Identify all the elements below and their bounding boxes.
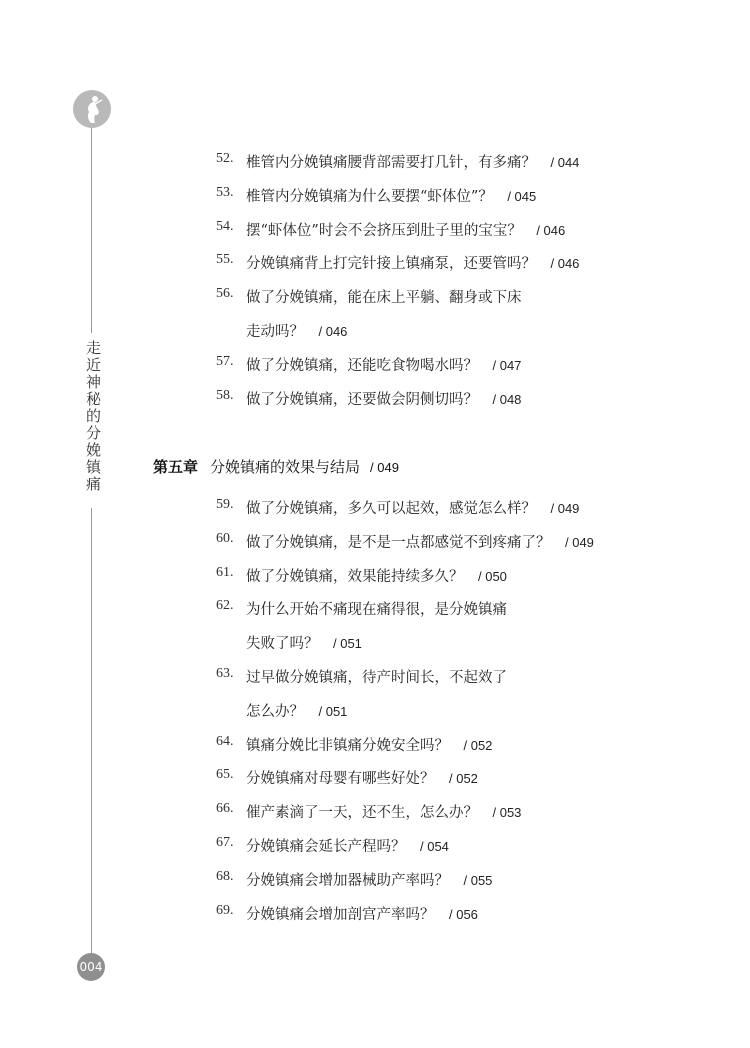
toc-entry-number: 69. <box>216 902 234 918</box>
toc-entry-title: 做了分娩镇痛，多久可以起效，感觉怎么样？ <box>246 501 536 517</box>
toc-entry-number: 64. <box>216 733 234 749</box>
toc-entry-page-ref: / 050 <box>478 568 507 584</box>
toc-entry-page-ref: / 052 <box>463 737 493 753</box>
toc-entry-number: 59. <box>216 497 234 512</box>
chapter-heading <box>153 456 399 477</box>
toc-entry-text <box>246 869 492 890</box>
toc-entry-text <box>246 185 536 206</box>
toc-entry-title: 分娩镇痛会增加器械助产率吗？ <box>246 872 449 889</box>
toc-entry-number: 60. <box>216 530 234 546</box>
toc-entry-title: 镇痛分娩比非镇痛分娩安全吗？ <box>246 737 449 754</box>
toc-entry-page-ref: / 055 <box>463 872 493 888</box>
toc-entry-text <box>246 354 521 375</box>
toc-entry-title: 椎管内分娩镇痛腰背部需要打几针，有多痛？ <box>246 155 536 171</box>
toc-entry-text <box>246 835 449 856</box>
toc-entry-number: 65. <box>216 767 234 783</box>
toc-entry-title: 做了分娩镇痛，是不是一点都感觉不到疼痛了？ <box>246 534 551 551</box>
toc-entry-text <box>246 388 521 409</box>
toc-entry-page-ref: / 045 <box>507 188 537 204</box>
toc-entry-number: 53. <box>216 184 234 200</box>
toc-entry-title: 做了分娩镇痛，还要做会阴侧切吗？ <box>246 391 478 408</box>
toc-entry-number: 61. <box>216 564 234 580</box>
chapter-label: 第五章 <box>153 458 199 476</box>
toc-entry-text <box>246 219 565 240</box>
toc-entry-number: 57. <box>216 353 234 369</box>
toc-entry-page-ref: / 051 <box>318 703 348 719</box>
toc-entry-page-ref: / 049 <box>565 534 594 550</box>
toc-entry-title: 做了分娩镇痛，效果能持续多久？ <box>246 568 464 585</box>
toc-entry-text <box>246 252 579 273</box>
toc-entry-page-ref: / 049 <box>550 501 580 516</box>
toc-entry-text <box>246 767 478 788</box>
toc-entry-title: 分娩镇痛会延长产程吗？ <box>246 839 406 855</box>
toc-entry-text <box>246 497 579 518</box>
toc-entry-page-ref: / 044 <box>550 155 580 170</box>
toc-entry-text <box>246 632 362 653</box>
toc-entry-text <box>246 734 492 755</box>
toc-entry-page-ref: / 056 <box>449 906 478 922</box>
toc-entry-page-ref: / 046 <box>318 324 348 339</box>
toc-entry-text <box>246 801 521 822</box>
toc-entry-number: 52. <box>216 151 234 166</box>
toc-entry-text <box>246 565 507 586</box>
chapter-title: 分娩镇痛的效果与结局 <box>210 458 361 476</box>
toc-entry-page-ref: / 052 <box>449 771 478 787</box>
toc-entry-number: 67. <box>216 835 234 850</box>
pregnant-woman-logo-icon <box>73 90 111 128</box>
toc-entry-page-ref: / 048 <box>492 391 522 407</box>
toc-entry-title-continued: 怎么办？ <box>246 703 304 720</box>
toc-entry-number: 68. <box>216 868 234 884</box>
toc-entry-text <box>246 320 347 341</box>
toc-entry-page-ref: / 054 <box>420 839 449 854</box>
toc-entry-page-ref: / 047 <box>492 357 522 373</box>
toc-entry-title: 为什么开始不痛现在痛得很，是分娩镇痛 <box>246 602 507 619</box>
sidebar-line-bottom <box>91 508 92 953</box>
toc-entry-number: 62. <box>216 598 234 614</box>
toc-entry-title: 做了分娩镇痛，还能吃食物喝水吗？ <box>246 357 478 374</box>
toc-entry-title: 分娩镇痛对母婴有哪些好处？ <box>246 771 435 788</box>
page-number: 004 <box>77 953 105 981</box>
toc-entry-title: 做了分娩镇痛，能在床上平躺、翻身或下床 <box>246 290 522 307</box>
toc-entry-title: 摆“虾体位”时会不会挤压到肚子里的宝宝？ <box>246 222 522 239</box>
toc-entry-text <box>246 666 507 687</box>
toc-entry-title: 催产素滴了一天，还不生，怎么办？ <box>246 805 478 822</box>
toc-entry-text <box>246 903 478 924</box>
toc-entry-title-continued: 走动吗？ <box>246 324 304 340</box>
toc-entry-title: 分娩镇痛背上打完针接上镇痛泵，还要管吗？ <box>246 256 536 273</box>
toc-entry-title-continued: 失败了吗？ <box>246 636 319 653</box>
toc-entry-text <box>246 700 347 721</box>
toc-entry-number: 66. <box>216 801 234 817</box>
toc-entry-number: 55. <box>216 252 234 268</box>
toc-entry-text <box>246 531 594 552</box>
toc-entry-text <box>246 286 522 307</box>
toc-entry-number: 63. <box>216 666 234 681</box>
toc-entry-title: 椎管内分娩镇痛为什么要摆“虾体位”？ <box>246 188 493 205</box>
vertical-book-title: 走近神秘的分娩镇痛 <box>84 340 102 493</box>
toc-entry-title: 过早做分娩镇痛，待产时间长，不起效了 <box>246 670 507 686</box>
toc-entry-page-ref: / 046 <box>550 256 580 272</box>
toc-entry-title: 分娩镇痛会增加剖宫产率吗？ <box>246 906 435 923</box>
toc-entry-number: 54. <box>216 218 234 234</box>
toc-entry-page-ref: / 046 <box>536 222 566 238</box>
toc-entry-number: 58. <box>216 387 234 403</box>
toc-entry-text <box>246 151 579 172</box>
chapter-page-ref: / 049 <box>370 460 399 475</box>
toc-entry-page-ref: / 051 <box>333 636 362 652</box>
sidebar-line-top <box>91 128 92 333</box>
toc-entry-text <box>246 598 507 619</box>
toc-entry-page-ref: / 053 <box>492 805 522 821</box>
toc-entry-number: 56. <box>216 286 234 302</box>
